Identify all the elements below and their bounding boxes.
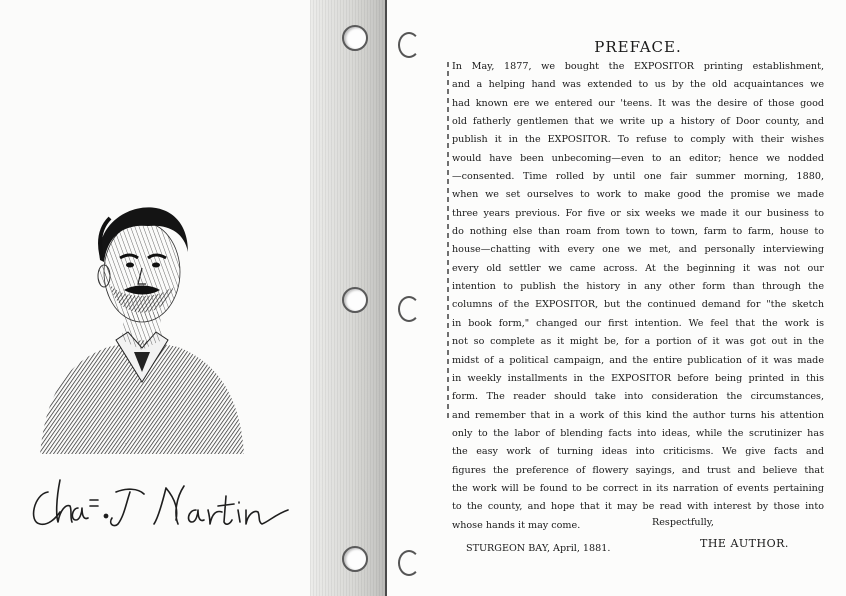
preface-line: intention to publish the history in any other form than through the xyxy=(452,281,824,293)
punch-hole-top xyxy=(342,25,368,51)
preface-line: would have been unbecoming—even to an editor; hence we nodded xyxy=(452,152,824,164)
preface-line: to the county, and hope that it may be read with interest by those into xyxy=(452,501,824,513)
preface-line: the work will be found to be correct in its narration of events pertaining xyxy=(452,482,824,494)
preface-line: and a helping hand was extended to us by the old acquaintances we xyxy=(452,79,824,91)
preface-line: the easy work of turning ideas into criticisms. We give facts and xyxy=(452,446,824,458)
preface-title: PREFACE. xyxy=(594,38,682,56)
preface-line: only to the labor of blending facts into ideas, while the scrutinizer has xyxy=(452,427,824,439)
preface-line: every old settler we came across. At the beginning it was not our xyxy=(452,262,824,274)
preface-line: figures the preference of flowery sayings, and trust and believe that xyxy=(452,464,824,476)
preface-line: when we set ourselves to work to make good the promise we made xyxy=(452,189,824,201)
preface-line: columns of the EXPOSITOR, but the continued demand for "the sketch xyxy=(452,299,824,311)
preface-line: midst of a political campaign, and the entire publication of it was made xyxy=(452,354,824,366)
preface-line: do nothing else than roam from town to town, farm to farm, house to xyxy=(452,226,824,238)
preface-line: form. The reader should take into consideration the circumstances, xyxy=(452,391,824,403)
punch-hole-bottom xyxy=(342,546,368,572)
preface-line: —consented. Time rolled by until one fair summer morning, 1880, xyxy=(452,171,824,183)
preface-line: old fatherly gentlemen that we write up a history of Door county, and xyxy=(452,116,824,128)
punch-hole-middle xyxy=(342,287,368,313)
preface-block xyxy=(452,38,824,553)
preface-line: house—chatting with every one we met, and personally interviewing xyxy=(452,244,824,256)
punch-hole-shadow-bottom xyxy=(398,550,420,576)
preface-line: three years previous. For five or six weeks we made it our business to xyxy=(452,207,824,219)
preface-line: publish it in the EXPOSITOR. To refuse to comply with their wishes xyxy=(452,134,824,146)
portrait-engraving xyxy=(38,172,246,454)
preface-line: In May, 1877, we bought the EXPOSITOR printing establishment, xyxy=(452,61,824,72)
preface-line: in book form," changed our first intention. We feel that the work is xyxy=(452,317,824,329)
closing-line: Respectfully, xyxy=(652,516,714,528)
preface-line: whose hands it may come. xyxy=(452,519,581,531)
place-date: STURGEON BAY, April, 1881. xyxy=(466,542,611,554)
punch-hole-shadow-top xyxy=(398,32,420,58)
preface-line: not so complete as it might be, for a portion of it was got out in the xyxy=(452,336,824,348)
preface-line: in weekly installments in the EXPOSITOR before being printed in this xyxy=(452,372,824,384)
margin-mark xyxy=(447,62,449,422)
preface-body xyxy=(452,58,824,535)
punch-hole-shadow-middle xyxy=(398,296,420,322)
preface-line: and remember that in a work of this kind the author turns his attention xyxy=(452,409,824,421)
author-signoff: THE AUTHOR. xyxy=(700,536,789,550)
handwritten-signature xyxy=(26,470,296,540)
preface-line: had known ere we entered our 'teens. It was the desire of those good xyxy=(452,97,824,109)
